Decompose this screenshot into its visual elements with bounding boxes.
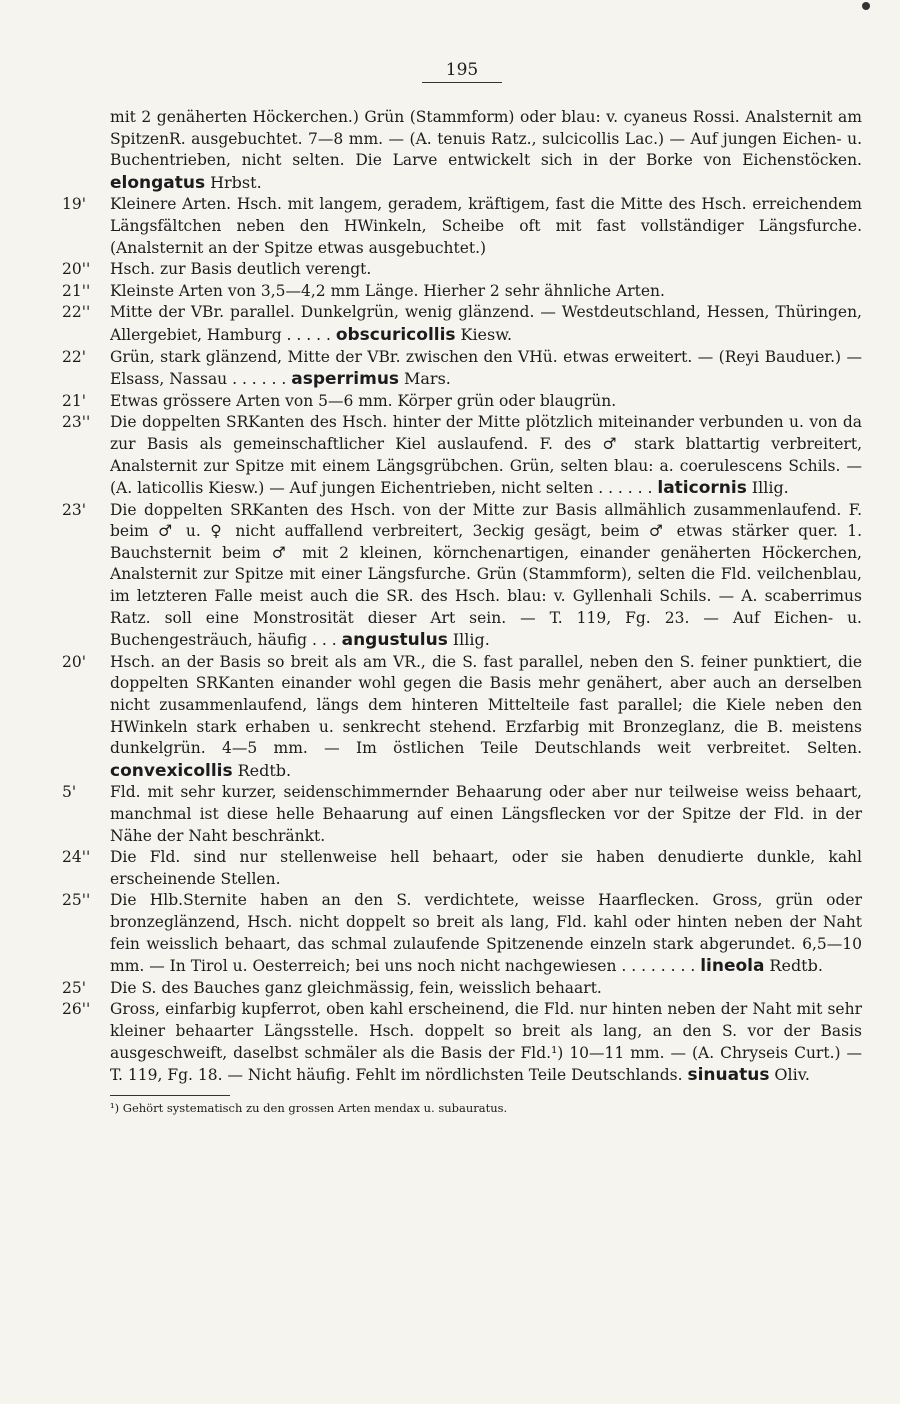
key-entry <box>62 107 862 194</box>
key-entry <box>62 978 862 1000</box>
species-name: laticornis <box>657 478 747 499</box>
entry-text: Kleinste Arten von 3,5—4,2 mm Länge. Hierher 2 sehr ähnliche Arten. <box>110 281 665 300</box>
entry-number: 5' <box>62 783 77 802</box>
species-author: Illig. <box>751 478 789 498</box>
species-name-line <box>286 370 451 388</box>
species-name: obscuricollis <box>335 324 456 345</box>
species-name: angustulus <box>341 630 448 651</box>
species-name-line <box>652 479 788 497</box>
species-name-line <box>337 631 490 649</box>
entry-text: Etwas grössere Arten von 5—6 mm. Körper grün oder blaugrün. <box>110 391 617 410</box>
entry-text: Die Hlb.Sternite haben an den S. verdichtete, weisse Haarflecken. Gross, grün oder bronzeglänzend, Hsch. nicht doppelt so breit als lang, Fld. kahl oder hinten neben der Naht fein weisslich behaart, das schmal zulaufende Spitzenende einzeln stark abgerundet. 6,5—10 mm. — In Tirol u. Oesterreich; bei uns noch nicht nachgewiesen . . . . . . . . <box>110 891 862 976</box>
species-author: Hrbst. <box>210 172 262 192</box>
entry-text: Die doppelten SRKanten des Hsch. von der Mitte zur Basis allmählich zusammenlaufend. F. beim ♂ u. ♀ nicht auffallend verbreitert, 3eckig gesägt, beim ♂ etwas stärker quer. 1. Bauchsternit beim ♂ mit 2 kleinen, körnchenartigen, einander genäherten Höckerchen, Analsternit zur Spitze mit einer Längsfurche. Grün (Stammform), selten die Fld. veilchenblau, im letzteren Falle meist auch die SR. des Hsch. blau: v. Gyllenhali Schils. — A. scaberrimus Ratz. soll eine Monstrosität dieser Art sein. — T. 119, Fg. 23. — Auf Eichen- u. Buchengesträuch, häufig . . . <box>110 500 862 650</box>
key-entry <box>62 847 862 890</box>
species-name: elongatus <box>110 172 206 193</box>
entry-number: 23' <box>62 500 86 519</box>
species-author: Mars. <box>404 369 451 389</box>
entry-text: Mitte der VBr. parallel. Dunkelgrün, wenig glänzend. — Westdeutschland, Hessen, Thüringen, Allergebiet, Hamburg . . . . . <box>110 303 862 344</box>
entry-number: 26'' <box>62 1000 91 1019</box>
entry-number: 21' <box>62 391 86 410</box>
entry-number: 20' <box>62 652 86 671</box>
page-number: 195 <box>422 60 502 83</box>
species-name: sinuatus <box>687 1065 770 1086</box>
species-name-line <box>331 326 512 344</box>
species-author: Redtb. <box>769 956 823 976</box>
ink-spot <box>862 2 870 10</box>
footnote-rule <box>110 1095 230 1096</box>
key-entry <box>62 259 862 281</box>
species-author: Oliv. <box>774 1065 810 1085</box>
entry-number: 25'' <box>62 891 91 910</box>
species-name-line <box>695 957 823 975</box>
species-name: convexicollis <box>110 760 233 781</box>
key-entry <box>62 652 862 783</box>
entry-text: Gross, einfarbig kupferrot, oben kahl erscheinend, die Fld. nur hinten neben der Naht mit sehr kleiner behaarter Längsstelle. Hsch. doppelt so breit als lang, an den S. vor der Basis ausgeschweift, daselbst schmäler als die Basis der Fld.¹) 10—11 mm. — (A. Chryseis Curt.) — T. 119, Fg. 18. — Nicht häufig. Fehlt im nördlichsten Teile Deutschlands. <box>110 1000 862 1085</box>
species-name: asperrimus <box>291 369 400 390</box>
key-entry <box>62 281 862 303</box>
species-name-line <box>110 762 291 780</box>
entry-number: 20'' <box>62 260 91 279</box>
species-name-line <box>110 174 262 192</box>
key-entry <box>62 500 862 652</box>
entry-text: Fld. mit sehr kurzer, seidenschimmernder Behaarung oder aber nur teilweise weiss behaart, manchmal ist diese helle Behaarung auf einen Längsflecken vor der Spitze der Fld. in der Nähe der Naht beschränkt. <box>110 783 862 845</box>
key-entry <box>62 412 862 499</box>
entry-text: Hsch. an der Basis so breit als am VR., die S. fast parallel, neben den S. feiner punktiert, die doppelten SRKanten einander wohl gegen die Basis mehr genähert, aber auch an derselben nicht zusammenlaufend, längs dem hinteren Mittelteile fast parallel; die Kiele neben den HWinkeln stark erhaben u. senkrecht stehend. Erzfarbig mit Bronzeglanz, die B. meistens dunkelgrün. 4—5 mm. — Im östlichen Teile Deutschlands weit verbreitet. Selten. <box>110 652 862 758</box>
entry-number: 22'' <box>62 303 91 322</box>
entry-text: Grün, stark glänzend, Mitte der VBr. zwischen den VHü. etwas erweitert. — (Reyi Bauduer.) — Elsass, Nassau . . . . . . <box>110 347 862 389</box>
entry-text: Die doppelten SRKanten des Hsch. hinter der Mitte plötzlich miteinander verbunden u. von da zur Basis als gemeinschaftlicher Kiel auslaufend. F. des ♂ stark blattartig verbreitert, Analsternit zur Spitze mit einem Längsgrübchen. Grün, selten blau: a. coerulescens Schils. — (A. laticollis Kiesw.) — Auf jungen Eichentrieben, nicht selten . . . . . . <box>110 413 862 498</box>
footnote: ¹) Gehört systematisch zu den grossen Arten mendax u. subauratus. <box>110 1100 508 1115</box>
key-entry <box>62 391 862 413</box>
entry-text: Kleinere Arten. Hsch. mit langem, geradem, kräftigem, fast die Mitte des Hsch. erreichendem Längsfältchen neben den HWinkeln, Scheibe oft mit fast vollständiger Längsfurche. (Analsternit an der Spitze etwas ausgebuchtet.) <box>110 195 862 257</box>
species-name: lineola <box>700 956 765 977</box>
key-entry <box>62 999 862 1086</box>
species-author: Illig. <box>452 630 490 650</box>
entry-number: 23'' <box>62 413 91 432</box>
entry-number: 21'' <box>62 281 91 300</box>
entry-text: Hsch. zur Basis deutlich verengt. <box>110 260 372 279</box>
key-entry <box>62 347 862 391</box>
entry-number: 25' <box>62 978 86 997</box>
key-entry <box>62 782 862 847</box>
key-entries <box>62 107 862 1087</box>
entry-number: 24'' <box>62 848 91 867</box>
key-entry <box>62 302 862 346</box>
entry-text: mit 2 genäherten Höckerchen.) Grün (Stammform) oder blau: v. cyaneus Rossi. Analsternit am SpitzenR. ausgebuchtet. 7—8 mm. — (A. tenuis Ratz., sulcicollis Lac.) — Auf jungen Eichen- u. Buchentrieben, nicht selten. Die Larve entwickelt sich in der Borke von Eichenstöcken. <box>110 108 862 170</box>
entry-number: 19' <box>62 195 86 214</box>
entry-number: 22' <box>62 347 86 366</box>
species-name-line <box>683 1066 810 1084</box>
document-page <box>62 60 862 1116</box>
species-author: Kiesw. <box>460 324 513 344</box>
species-author: Redtb. <box>237 760 292 780</box>
entry-text: Die Fld. sind nur stellenweise hell behaart, oder sie haben denudierte dunkle, kahl erscheinende Stellen. <box>110 848 862 888</box>
key-entry <box>62 194 862 259</box>
key-entry <box>62 890 862 977</box>
entry-text: Die S. des Bauches ganz gleichmässig, fein, weisslich behaart. <box>110 978 602 997</box>
